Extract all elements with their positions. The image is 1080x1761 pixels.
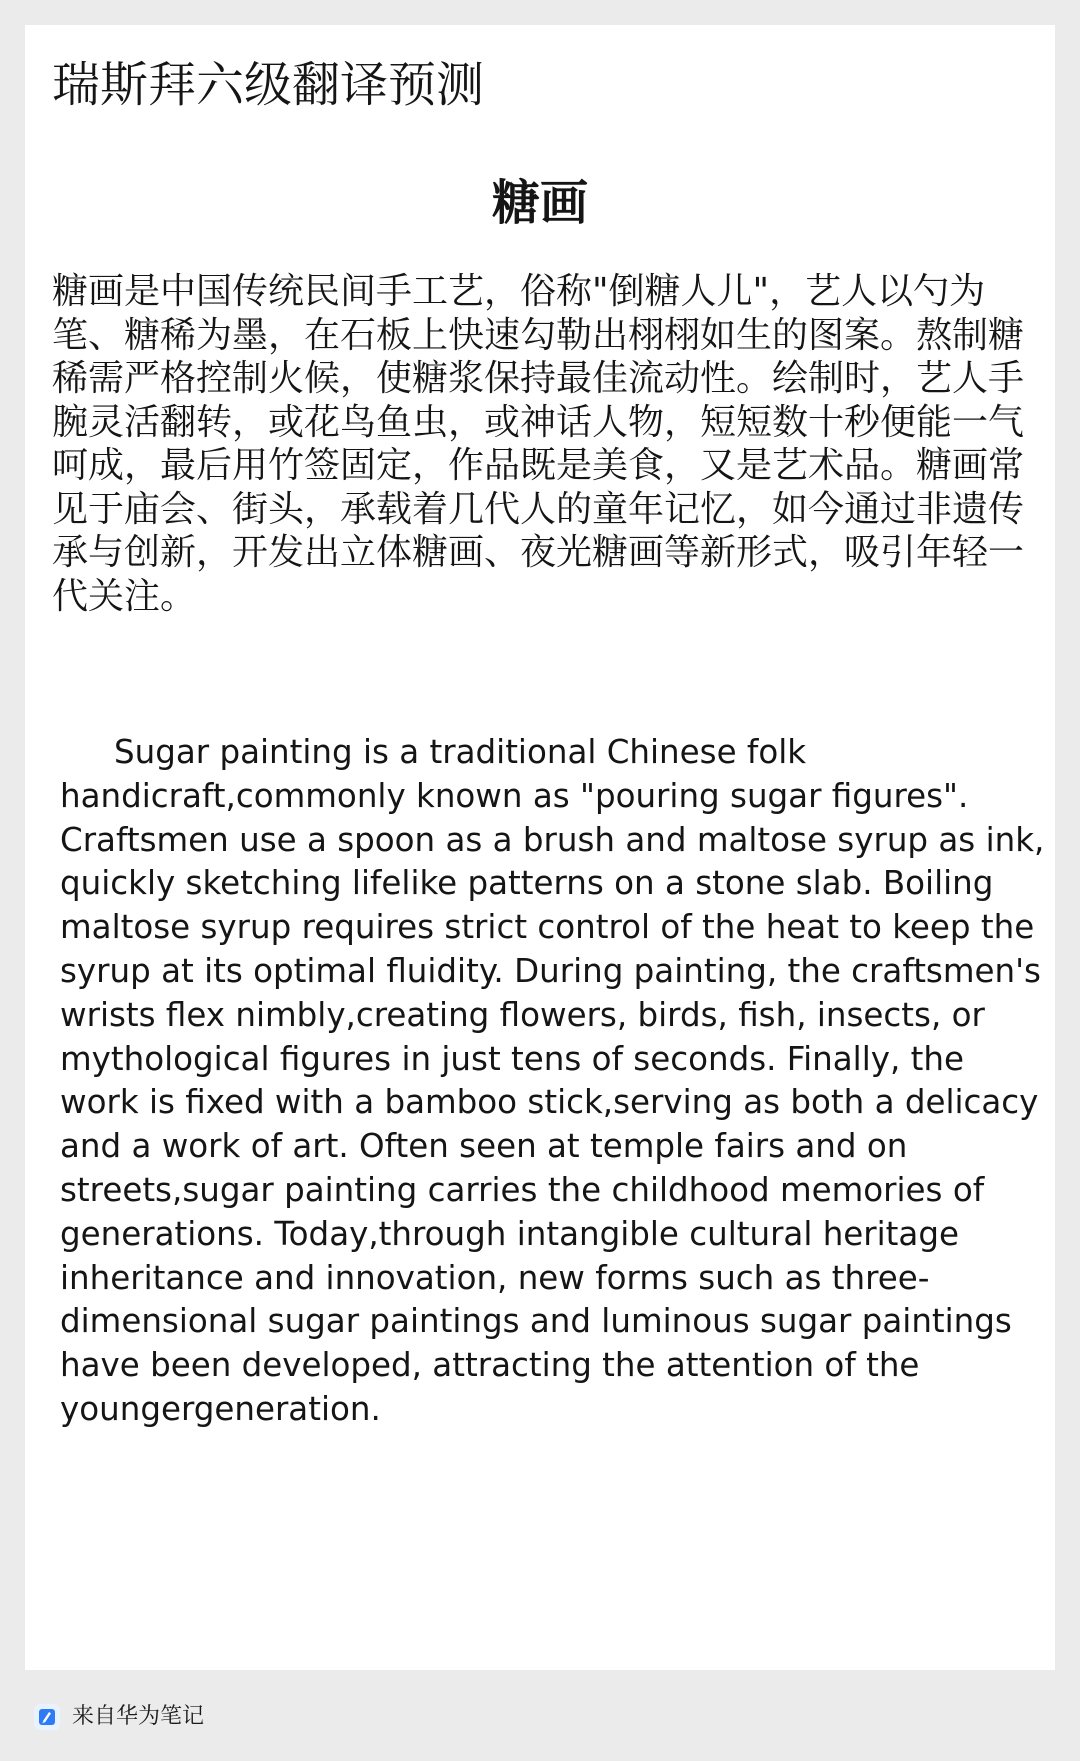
- source-footer: [34, 1701, 204, 1733]
- document-title: 瑞斯拜六级翻译预测: [52, 57, 485, 113]
- english-paragraph: Sugar painting is a traditional Chinese folk handicraft,commonly known as "pouring sugar figures". Craftsmen use a spoon as a brush and maltose syrup as ink, quickly sketching lifelike patterns on a stone slab. Boiling maltose syrup requires strict control of the heat to keep the syrup at its optimal fluidity. During painting, the craftsmen's wrists flex nimbly,creating flowers, birds, fish, insects, or mythological figures in just tens of seconds. Finally, the work is fixed with a bamboo stick,serving as both a delicacy and a work of art. Often seen at temple fairs and on streets,sugar painting carries the childhood memories of generations. Today,through intangible cultural heritage inheritance and innovation, new forms such as three-dimensional sugar paintings and luminous sugar paintings have been developed, attracting the attention of the youngergeneration.: [60, 733, 1045, 1428]
- huawei-notes-icon: [34, 1704, 60, 1730]
- source-label: 来自华为笔记: [72, 1704, 205, 1729]
- article-heading: 糖画: [491, 175, 588, 231]
- note-card: [25, 25, 1055, 1670]
- chinese-paragraph: 糖画是中国传统民间手工艺，俗称"倒糖人儿"，艺人以勺为笔、糖稀为墨，在石板上快速勾勒出栩栩如生的图案。熬制糖稀需严格控制火候，使糖浆保持最佳流动性。绘制时，艺人手腕灵活翻转，或花鸟鱼虫，或神话人物，短短数十秒便能一气呵成，最后用竹签固定，作品既是美食，又是艺术品。糖画常见于庙会、街头，承载着几代人的童年记忆，如今通过非遗传承与创新，开发出立体糖画、夜光糖画等新形式，吸引年轻一代关注。: [52, 271, 1025, 617]
